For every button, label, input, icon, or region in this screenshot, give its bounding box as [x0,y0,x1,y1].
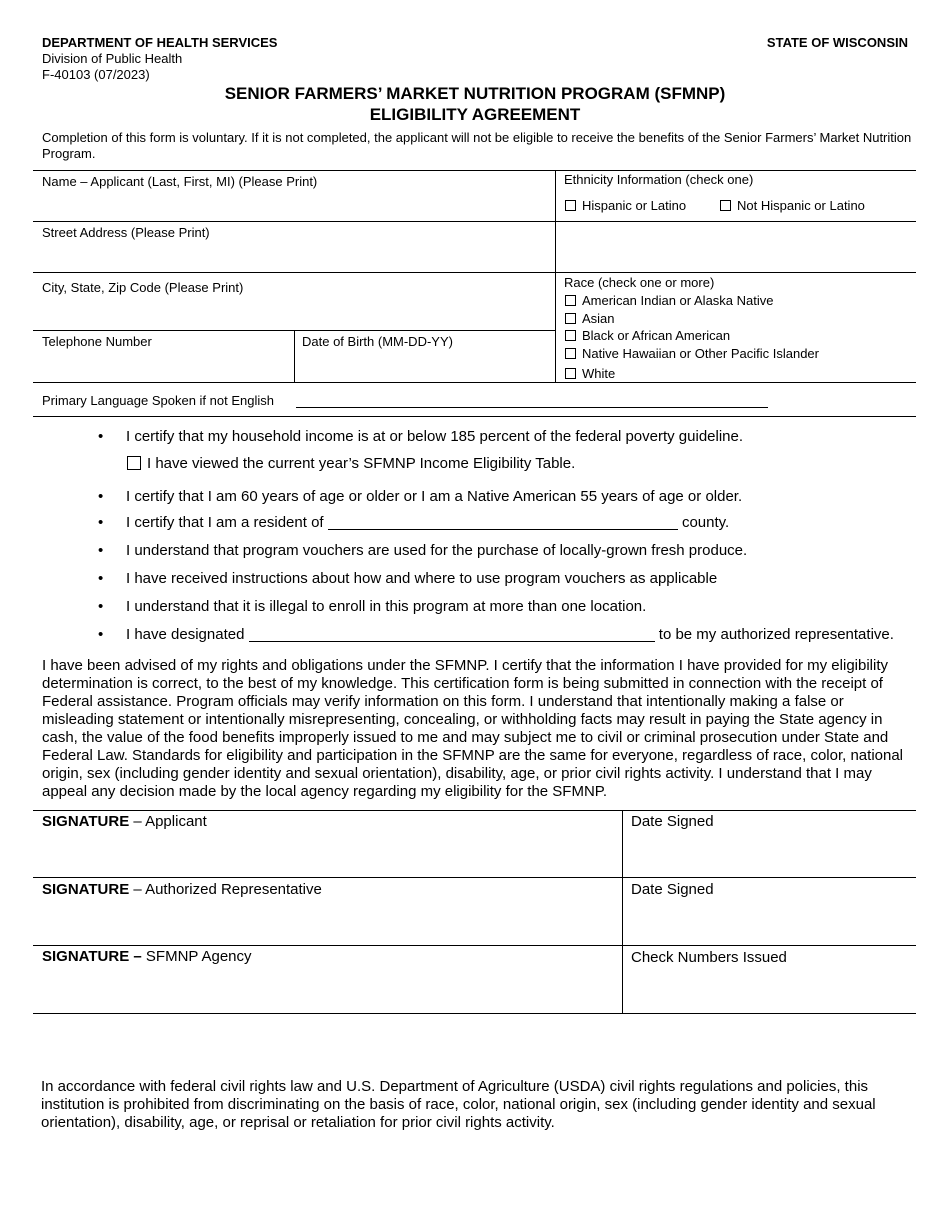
bullet: • [98,626,104,643]
street-address-field[interactable]: Street Address (Please Print) [42,225,210,240]
date-signed-representative-field[interactable]: Date Signed [631,881,714,898]
city-state-zip-field[interactable]: City, State, Zip Code (Please Print) [42,280,244,295]
grid-line [33,272,916,273]
grid-line [33,416,916,417]
primary-language-input[interactable] [296,407,768,408]
telephone-field[interactable]: Telephone Number [42,334,152,349]
bullet: • [98,514,104,531]
race-option-white[interactable]: White [565,366,615,381]
name-field[interactable]: Name – Applicant (Last, First, MI) (Please Print) [42,174,318,189]
grid-line [33,810,916,811]
cert-income-table[interactable]: I have viewed the current year’s SFMNP Income Eligibility Table. [127,455,575,472]
cert-resident: I certify that I am a resident of county. [126,514,730,531]
checkbox[interactable] [565,295,576,306]
race-option-pacific-islander[interactable]: Native Hawaiian or Other Pacific Islander [565,346,819,361]
form-subtitle: ELIGIBILITY AGREEMENT [369,105,581,124]
form-title: SENIOR FARMERS’ MARKET NUTRITION PROGRAM (SFMNP) [224,84,726,103]
rights-statement: I have been advised of my rights and obligations under the SFMNP. I certify that the information I have provided for my eligibility determination is correct, to the best of my knowledge. This certification form is being submitted in connection with the receipt of Federal assistance. Program officials may verify information on this form. I understand that intentionally making a false or misleading statement or intentionally misrepresenting, concealing, or withholding facts may result in paying the State agency in cash, the value of the food benefits improperly issued to me and may subject me to civil or criminal prosecution under State and Federal Law. Standards for eligibility and participation in the SFMNP are the same for everyone, regardless of race, color, national origin, sex (including gender identity and sexual orientation), disability, age, or prior civil rights activity. I understand that I may appeal any decision made by the local agency regarding my eligibility for the SFMNP. [42,657,904,800]
civil-rights-footer: In accordance with federal civil rights law and U.S. Department of Agriculture (USDA) civil rights regulations and policies, this institution is prohibited from discriminating on the basis of race, color, national origin, sex (including gender identity and sexual orientation), disability, age, or reprisal or retaliation for prior civil rights activity. [41,1078,876,1131]
checkbox[interactable] [565,330,576,341]
grid-line [33,221,916,222]
race-option-asian[interactable]: Asian [565,311,615,326]
state-name: STATE OF WISCONSIN [766,35,908,50]
date-signed-applicant-field[interactable]: Date Signed [631,813,714,830]
bullet: • [98,542,104,559]
check-numbers-field[interactable]: Check Numbers Issued [631,949,787,966]
grid-line [33,170,916,171]
representative-input[interactable] [249,627,655,642]
bullet: • [98,428,104,445]
signature-applicant-field[interactable]: SIGNATURE – Applicant [42,813,207,830]
bullet: • [98,598,104,615]
checkbox[interactable] [565,200,576,211]
grid-line [33,382,916,383]
intro-text: Completion of this form is voluntary. If it is not completed, the applicant will not be eligible to receive the benefits of the Senior Farmers’ Market Nutrition Program. [42,130,912,161]
primary-language-label: Primary Language Spoken if not English [42,393,274,408]
grid-divider [294,330,295,382]
grid-divider [622,810,623,1013]
race-option-american-indian[interactable]: American Indian or Alaska Native [565,293,773,308]
checkbox[interactable] [565,368,576,379]
grid-line [33,1013,916,1014]
grid-line [33,877,916,878]
cert-vouchers: I understand that program vouchers are used for the purchase of locally-grown fresh produce. [126,542,748,559]
grid-divider [555,170,556,382]
cert-designated: I have designated to be my authorized representative. [126,626,894,643]
county-input[interactable] [328,515,678,530]
checkbox[interactable] [565,348,576,359]
date-of-birth-field[interactable]: Date of Birth (MM-DD-YY) [302,334,453,349]
form-number: F-40103 (07/2023) [42,67,150,82]
ethnicity-option-not-hispanic[interactable]: Not Hispanic or Latino [720,198,865,213]
division-name: Division of Public Health [42,51,183,66]
checkbox[interactable] [720,200,731,211]
cert-instructions: I have received instructions about how and where to use program vouchers as applicable [126,570,718,587]
checkbox[interactable] [565,313,576,324]
signature-agency-field[interactable]: SIGNATURE – SFMNP Agency [42,948,252,965]
bullet: • [98,570,104,587]
bullet: • [98,488,104,505]
ethnicity-label: Ethnicity Information (check one) [564,172,754,187]
cert-illegal: I understand that it is illegal to enroll in this program at more than one location. [126,598,647,615]
cert-age: I certify that I am 60 years of age or older or I am a Native American 55 years of age or older. [126,488,743,505]
cert-income: I certify that my household income is at or below 185 percent of the federal poverty guideline. [126,428,744,445]
ethnicity-option-hispanic[interactable]: Hispanic or Latino [565,198,686,213]
signature-representative-field[interactable]: SIGNATURE – Authorized Representative [42,881,322,898]
grid-line [33,945,916,946]
checkbox[interactable] [127,456,141,470]
race-label: Race (check one or more) [564,275,715,290]
department-name: DEPARTMENT OF HEALTH SERVICES [42,35,278,50]
race-option-black[interactable]: Black or African American [565,328,730,343]
